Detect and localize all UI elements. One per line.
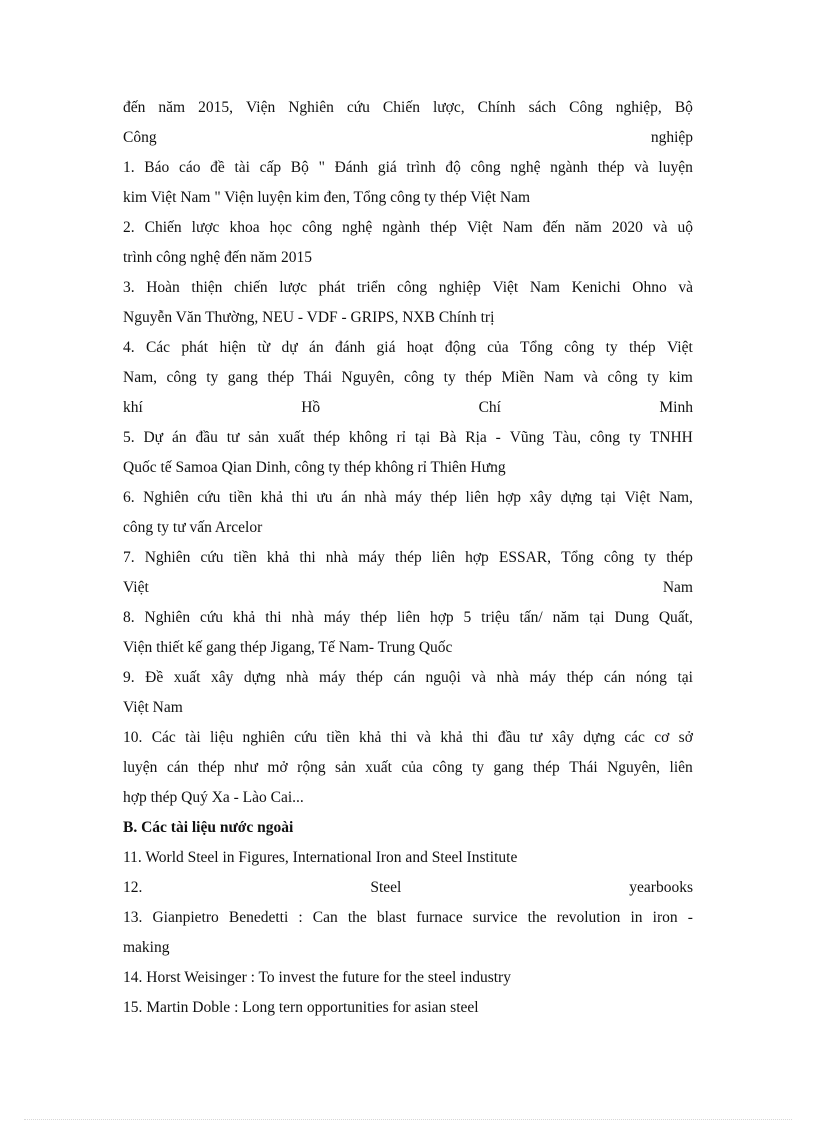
word: sản <box>335 759 356 776</box>
word: - <box>687 909 693 926</box>
word: công <box>607 369 638 386</box>
word: Dung <box>614 609 649 626</box>
word: dựng <box>583 729 615 746</box>
word: khả <box>359 729 382 746</box>
ref-6-line-2: công ty tư vấn Arcelor <box>123 519 263 536</box>
word: nhà <box>325 549 349 566</box>
word: thép <box>566 669 594 686</box>
word: mở <box>267 759 288 776</box>
word: Miền <box>501 369 535 386</box>
word: ty <box>206 369 219 386</box>
word: Kenichi <box>571 279 621 296</box>
word: liên <box>431 549 456 566</box>
word: Viện <box>246 99 276 116</box>
word: đánh <box>335 339 366 356</box>
word: Chiến <box>144 219 182 236</box>
ref-7-line-1 <box>123 543 693 573</box>
word: thép <box>395 549 422 566</box>
word: sách <box>528 99 557 116</box>
word: cứu <box>294 729 318 746</box>
word: yearbooks <box>629 879 693 896</box>
word: máy <box>323 609 351 626</box>
word: Can <box>312 909 338 926</box>
word: thép <box>628 339 656 356</box>
word: thi <box>472 729 489 746</box>
word: nghiệp <box>650 129 693 146</box>
word: khả <box>232 609 256 626</box>
word: và <box>471 669 486 686</box>
ref-8-line-2: Viện thiết kế gang thép Jigang, Tế Nam- Trung Quốc <box>123 639 453 656</box>
word: " <box>318 159 325 176</box>
word: công <box>603 549 635 566</box>
word: 1. <box>123 159 135 176</box>
ref-11: 11. World Steel in Figures, International Iron and Steel Institute <box>123 849 518 866</box>
ref-4-line-3 <box>123 393 693 423</box>
word: Hoàn <box>146 279 180 296</box>
word: và <box>583 369 598 386</box>
word: Các <box>145 339 171 356</box>
word: cáo <box>178 159 201 176</box>
word: thiện <box>191 279 223 296</box>
word: máy <box>529 669 557 686</box>
word: rỉ <box>396 429 406 446</box>
ref-15: 15. Martin Doble : Long tern opportunities for asian steel <box>123 999 479 1016</box>
word: công <box>404 369 435 386</box>
word: hợp <box>465 549 489 566</box>
ref-8-line-1 <box>123 603 693 633</box>
word: - <box>495 429 501 446</box>
word: Tổng <box>520 339 553 356</box>
word: và <box>634 159 649 176</box>
word: luyện <box>658 159 693 176</box>
word: đề <box>210 159 225 176</box>
word: TNHH <box>649 429 693 446</box>
word: tài <box>234 159 250 176</box>
ref-10-line-2 <box>123 753 693 783</box>
word: không <box>348 429 388 446</box>
word: cứu <box>200 549 224 566</box>
word: iron <box>652 909 678 926</box>
word: ngành <box>382 219 421 236</box>
word: Nam <box>543 369 574 386</box>
word: Nam, <box>123 369 158 386</box>
word: Nguyên, <box>607 759 661 776</box>
word: liệu <box>209 729 234 746</box>
word: ESSAR, <box>498 549 552 566</box>
word: thép <box>356 669 383 686</box>
word: Minh <box>659 399 693 416</box>
word: Thái <box>303 369 333 386</box>
word: công <box>564 339 595 356</box>
word: đầu <box>195 429 218 446</box>
word: blast <box>376 909 407 926</box>
word: thi <box>291 489 308 506</box>
word: uộ <box>677 219 693 236</box>
word: Nam, <box>658 489 693 506</box>
word: hoạt <box>406 339 434 356</box>
ref-2-line-2: trình công nghệ đến năm 2015 <box>123 249 312 266</box>
word: ty <box>644 549 657 566</box>
word: khả <box>440 729 463 746</box>
word: công <box>432 759 463 776</box>
ref-4-line-2 <box>123 363 693 393</box>
word: án <box>309 339 324 356</box>
word: và <box>416 729 432 746</box>
word: dựng <box>560 489 593 506</box>
word: ngành <box>550 159 589 176</box>
ref-13-line-1 <box>123 903 693 933</box>
word: xây <box>529 489 552 506</box>
word: nhà <box>291 609 314 626</box>
word: sở <box>678 729 693 746</box>
word: Nguyên, <box>341 369 395 386</box>
word: thép <box>267 369 295 386</box>
word: như <box>234 759 258 776</box>
word: revolution <box>556 909 621 926</box>
ref-10-line-1 <box>123 723 693 753</box>
word: công <box>470 159 501 176</box>
word: 7. <box>123 549 135 566</box>
word: nghiệp <box>438 279 481 296</box>
word: furnace <box>416 909 463 926</box>
document-page <box>123 93 693 1023</box>
word: 4. <box>123 339 135 356</box>
word: 12. <box>123 879 143 896</box>
word: tư <box>226 429 240 446</box>
word: liên <box>669 759 693 776</box>
word: Chí <box>478 399 501 416</box>
word: thép <box>360 609 387 626</box>
word: Hồ <box>301 399 321 416</box>
ref-5-line-1 <box>123 423 693 453</box>
word: Nghiên <box>143 489 189 506</box>
word: thi <box>299 549 316 566</box>
word: phát <box>318 279 346 296</box>
word: Tàu, <box>553 429 581 446</box>
word: đầu <box>497 729 521 746</box>
word: công <box>166 369 197 386</box>
word: dựng <box>243 669 276 686</box>
ref-continuation-line-2 <box>123 123 693 153</box>
word: cán <box>393 669 415 686</box>
word: của <box>401 759 423 776</box>
word: cán <box>166 759 189 776</box>
word: cứu <box>197 489 221 506</box>
word: thi <box>390 729 408 746</box>
word: Bà <box>439 429 457 446</box>
word: 3. <box>123 279 135 296</box>
word: nóng <box>635 669 667 686</box>
ref-3-line-2: Nguyễn Văn Thường, NEU - VDF - GRIPS, NXB Chính trị <box>123 309 495 326</box>
word: thi <box>265 609 282 626</box>
word: 9. <box>123 669 135 686</box>
word: rộng <box>297 759 326 776</box>
word: Đề <box>145 669 164 686</box>
word: thép <box>465 369 492 386</box>
word: thép <box>430 219 457 236</box>
word: Nghiên <box>144 609 191 626</box>
word: xây <box>210 669 234 686</box>
word: nghiên <box>242 729 285 746</box>
word: Bộ <box>674 99 693 116</box>
word: nhà <box>496 669 519 686</box>
ref-continuation-line-1 <box>123 93 693 123</box>
word: tài <box>185 729 201 746</box>
word: Steel <box>370 879 402 896</box>
word: của <box>487 339 509 356</box>
word: survice <box>472 909 518 926</box>
word: Công <box>123 129 157 146</box>
word: Báo <box>144 159 170 176</box>
ref-9-line-1 <box>123 663 693 693</box>
word: the <box>347 909 367 926</box>
word: trình <box>406 159 436 176</box>
ref-5-line-2: Quốc tế Samoa Qian Dinh, công ty thép không rỉ Thiên Hưng <box>123 459 506 476</box>
word: tư <box>529 729 543 746</box>
word: và <box>652 219 668 236</box>
word: 6. <box>123 489 135 506</box>
word: Ohno <box>632 279 667 296</box>
word: khoa <box>229 219 260 236</box>
word: tiền <box>228 489 253 506</box>
word: giá <box>377 159 397 176</box>
ref-14: 14. Horst Weisinger : To invest the future for the steel industry <box>123 969 511 986</box>
word: máy <box>358 549 385 566</box>
word: năm <box>552 609 580 626</box>
word: the <box>527 909 547 926</box>
word: học <box>269 219 292 236</box>
word: xuất <box>277 429 305 446</box>
word: ưu <box>316 489 333 506</box>
word: in <box>630 909 643 926</box>
word: Chính <box>477 99 516 116</box>
word: lược <box>279 279 308 296</box>
word: xuất <box>365 759 392 776</box>
word: lược, <box>432 99 465 116</box>
ref-6-line-1 <box>123 483 693 513</box>
word: hợp <box>497 489 522 506</box>
ref-1-line-1 <box>123 153 693 183</box>
word: án <box>171 429 187 446</box>
word: liên <box>465 489 489 506</box>
word: ty <box>647 369 660 386</box>
word: đến <box>123 99 146 116</box>
word: độ <box>445 159 461 176</box>
word: Bộ <box>290 159 309 176</box>
word: cứu <box>200 609 224 626</box>
word: động <box>444 339 476 356</box>
word: năm <box>158 99 186 116</box>
word: án <box>341 489 356 506</box>
word: công <box>301 219 333 236</box>
word: các <box>624 729 645 746</box>
word: Rịa <box>465 429 487 446</box>
word: 2015, <box>198 99 233 116</box>
word: thép <box>533 759 560 776</box>
word: Tổng <box>561 549 594 566</box>
word: Việt <box>466 219 493 236</box>
word: ty <box>471 759 484 776</box>
word: xây <box>551 729 574 746</box>
word: lược <box>191 219 220 236</box>
word: Gianpietro <box>152 909 219 926</box>
word: Nam <box>529 279 560 296</box>
word: Các <box>151 729 176 746</box>
word: và <box>678 279 693 296</box>
word: nghệ <box>342 219 373 236</box>
word: thép <box>313 429 341 446</box>
word: chiến <box>234 279 268 296</box>
ref-3-line-1 <box>123 273 693 303</box>
word: tấn/ <box>519 609 543 626</box>
word: Quất, <box>658 609 693 626</box>
word: gang <box>227 369 258 386</box>
word: Nghiên <box>144 549 191 566</box>
word: tiền <box>233 549 257 566</box>
word: triệu <box>481 609 510 626</box>
word: Chiến <box>382 99 420 116</box>
word: nghệ <box>510 159 541 176</box>
word: kim <box>668 369 693 386</box>
word: thép <box>666 549 693 566</box>
word: năm <box>575 219 602 236</box>
word: Benedetti <box>228 909 289 926</box>
word: khí <box>123 399 143 416</box>
word: phát <box>181 339 209 356</box>
word: tại <box>600 489 617 506</box>
word: Nghiên <box>288 99 334 116</box>
word: dự <box>281 339 298 356</box>
word: hiện <box>219 339 247 356</box>
word: gang <box>493 759 524 776</box>
word: Việt <box>492 279 519 296</box>
word: tại <box>414 429 431 446</box>
word: Việt <box>624 489 651 506</box>
word: 8. <box>123 609 135 626</box>
word: tại <box>589 609 605 626</box>
word: Đánh <box>334 159 369 176</box>
ref-1-line-2: kim Việt Nam " Viện luyện kim đen, Tổng công ty thép Việt Nam <box>123 189 531 206</box>
word: ty <box>628 429 641 446</box>
word: ty <box>443 369 456 386</box>
word: máy <box>395 489 422 506</box>
word: 5. <box>123 429 135 446</box>
word: đến <box>542 219 566 236</box>
ref-9-line-2: Việt Nam <box>123 699 183 716</box>
word: 10. <box>123 729 143 746</box>
word: thép <box>597 159 625 176</box>
word: cứu <box>346 99 370 116</box>
word: cấp <box>259 159 282 176</box>
word: thép <box>197 759 225 776</box>
word: Việt <box>123 579 149 596</box>
ref-7-line-2 <box>123 573 693 603</box>
word: khả <box>260 489 283 506</box>
word: Vũng <box>509 429 545 446</box>
word: Nam <box>502 219 533 236</box>
word: nguội <box>425 669 461 686</box>
word: máy <box>319 669 346 686</box>
word: thép <box>430 489 458 506</box>
word: cơ <box>654 729 670 746</box>
word: luyện <box>123 759 158 776</box>
ref-12 <box>123 873 693 903</box>
word: khả <box>266 549 290 566</box>
word: công <box>589 429 620 446</box>
ref-2-line-1 <box>123 213 693 243</box>
word: 5 <box>463 609 472 626</box>
section-heading-foreign: B. Các tài liệu nước ngoài <box>123 819 294 836</box>
word: : <box>298 909 303 926</box>
word: nhà <box>364 489 387 506</box>
word: công <box>396 279 428 296</box>
word: Thái <box>569 759 598 776</box>
ref-10-line-3: hợp thép Quý Xa - Lào Cai... <box>123 789 304 806</box>
word: sản <box>248 429 269 446</box>
word: Dự <box>143 429 164 446</box>
word: nhà <box>286 669 309 686</box>
word: hợp <box>429 609 454 626</box>
ref-13-line-2: making <box>123 939 170 956</box>
word: tại <box>677 669 693 686</box>
word: ty <box>605 339 618 356</box>
word: liên <box>396 609 421 626</box>
word: 2. <box>123 219 135 236</box>
word: Công <box>569 99 603 116</box>
page-bottom-divider <box>24 1119 792 1120</box>
word: từ <box>257 339 271 356</box>
word: giá <box>376 339 396 356</box>
word: 13. <box>123 909 143 926</box>
word: Việt <box>667 339 693 356</box>
word: nghiệp, <box>615 99 662 116</box>
word: cán <box>603 669 626 686</box>
word: Nam <box>662 579 693 596</box>
word: tiền <box>326 729 350 746</box>
word: triển <box>356 279 386 296</box>
word: 2020 <box>611 219 643 236</box>
ref-4-line-1 <box>123 333 693 363</box>
word: xuất <box>173 669 201 686</box>
